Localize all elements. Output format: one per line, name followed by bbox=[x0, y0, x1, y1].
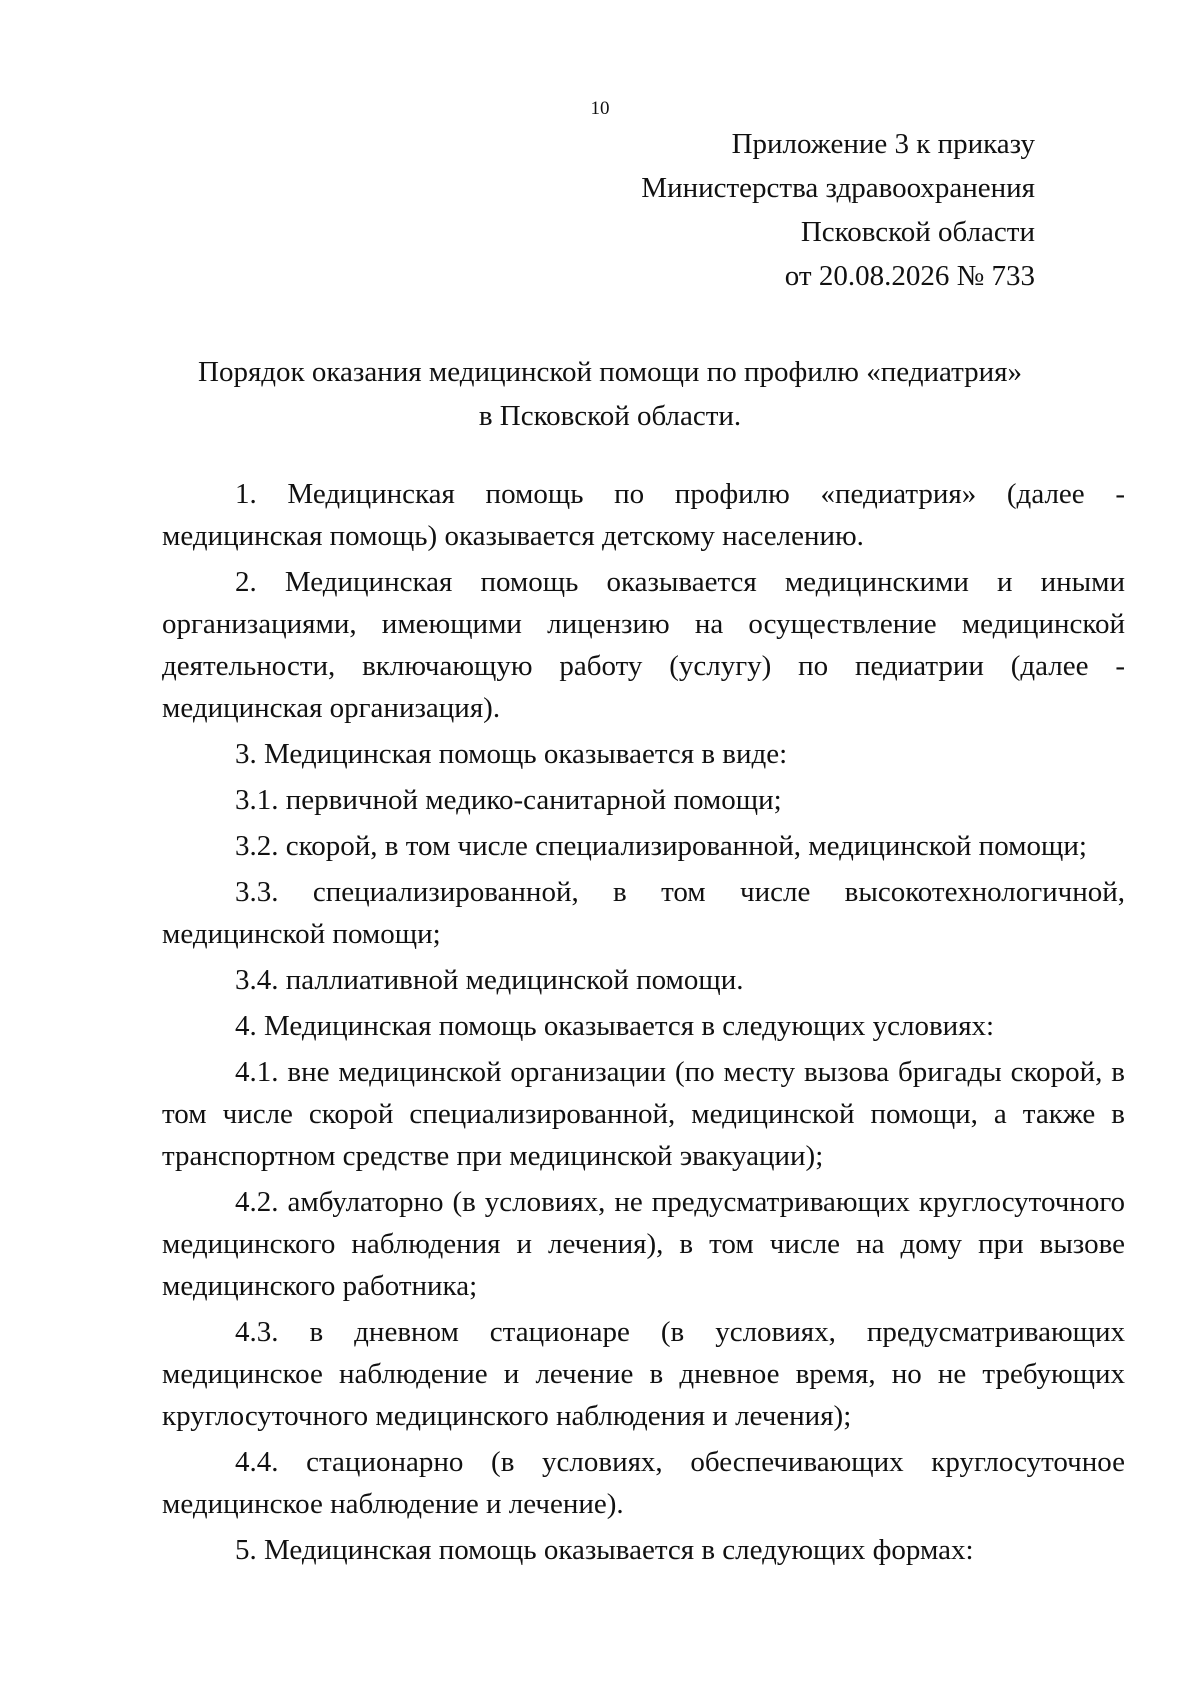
document-body bbox=[162, 473, 1125, 1571]
paragraph: 2. Медицинская помощь оказывается медицинскими и иными организациями, имеющими лицензию на осуществление медицинской деятельности, включающую работу (услугу) по педиатрии (далее - медицинская организация). bbox=[162, 566, 1125, 724]
appendix-header-line: Псковской области bbox=[800, 216, 1035, 248]
paragraph: 4.1. вне медицинской организации (по месту вызова бригады скорой, в том числе скорой специализированной, медицинской помощи, а также в транспортном средстве при медицинской эвакуации); bbox=[162, 1056, 1125, 1172]
appendix-header-line: Приложение 3 к приказу bbox=[731, 128, 1035, 160]
appendix-header-line: Министерства здравоохранения bbox=[641, 172, 1035, 204]
paragraph: 3. Медицинская помощь оказывается в виде: bbox=[235, 738, 788, 770]
paragraph: 3.3. специализированной, в том числе высокотехнологичной, медицинской помощи; bbox=[162, 876, 1125, 950]
document-title-line: в Псковской области. bbox=[478, 400, 742, 432]
page-number: 10 bbox=[590, 98, 610, 119]
paragraph: 3.2. скорой, в том числе специализированной, медицинской помощи; bbox=[235, 830, 1087, 862]
paragraph: 4.2. амбулаторно (в условиях, не предусматривающих круглосуточного медицинского наблюдения и лечения), в том числе на дому при вызове медицинского работника; bbox=[162, 1186, 1125, 1302]
appendix-header-line: от 20.08.2026 № 733 bbox=[784, 260, 1035, 292]
paragraph: 1. Медицинская помощь по профилю «педиатрия» (далее - медицинская помощь) оказывается детскому населению. bbox=[162, 478, 1125, 552]
paragraph: 4.4. стационарно (в условиях, обеспечивающих круглосуточное медицинское наблюдение и лечение). bbox=[162, 1446, 1125, 1520]
paragraph: 3.4. паллиативной медицинской помощи. bbox=[235, 964, 744, 996]
document-title bbox=[150, 350, 1070, 438]
paragraph: 5. Медицинская помощь оказывается в следующих формах: bbox=[235, 1534, 974, 1566]
document-title-line: Порядок оказания медицинской помощи по профилю «педиатрия» bbox=[198, 356, 1022, 388]
paragraph: 4. Медицинская помощь оказывается в следующих условиях: bbox=[235, 1010, 995, 1042]
paragraph: 3.1. первичной медико-санитарной помощи; bbox=[235, 784, 782, 816]
paragraph: 4.3. в дневном стационаре (в условиях, предусматривающих медицинское наблюдение и лечение в дневное время, но не требующих круглосуточного медицинского наблюдения и лечения); bbox=[162, 1316, 1125, 1432]
appendix-header bbox=[641, 122, 1035, 298]
